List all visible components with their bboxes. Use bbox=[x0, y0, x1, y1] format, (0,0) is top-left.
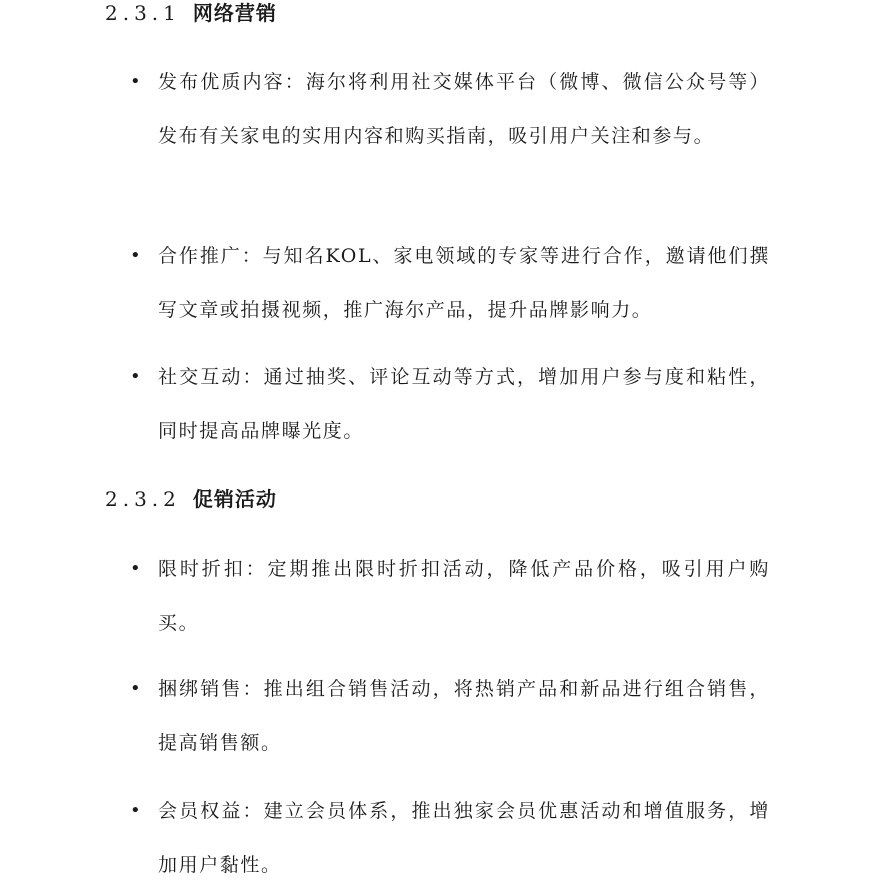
list-item bbox=[130, 229, 770, 337]
section-heading-2-3-2 bbox=[105, 486, 277, 512]
section-title: 促销活动 bbox=[192, 487, 277, 511]
list-item-text: 社交互动：通过抽奖、评论互动等方式，增加用户参与度和粘性，同时提高品牌曝光度。 bbox=[158, 366, 770, 442]
list-item-text: 合作推广：与知名KOL、家电领域的专家等进行合作，邀请他们撰写文章或拍摄视频，推广海尔产品，提升品牌影响力。 bbox=[158, 245, 770, 321]
list-item bbox=[130, 55, 770, 163]
list-item-text: 会员权益：建立会员体系，推出独家会员优惠活动和增值服务，增加用户黏性。 bbox=[158, 800, 770, 876]
bullet-icon: • bbox=[130, 800, 141, 821]
list-item-text: 限时折扣：定期推出限时折扣活动，降低产品价格，吸引用户购买。 bbox=[158, 558, 770, 634]
list-item bbox=[130, 662, 770, 770]
bullet-icon: • bbox=[130, 366, 141, 387]
bullet-icon: • bbox=[130, 245, 141, 266]
section-number: 2.3.1 bbox=[105, 1, 181, 25]
section-heading-2-3-1 bbox=[105, 0, 277, 26]
section-number: 2.3.2 bbox=[105, 487, 181, 511]
list-item-text: 捆绑销售：推出组合销售活动，将热销产品和新品进行组合销售，提高销售额。 bbox=[158, 678, 770, 754]
list-item bbox=[130, 542, 770, 650]
bullet-icon: • bbox=[130, 71, 141, 92]
list-item bbox=[130, 350, 770, 458]
list-item-text: 发布优质内容：海尔将利用社交媒体平台（微博、微信公众号等）发布有关家电的实用内容和购买指南，吸引用户关注和参与。 bbox=[158, 71, 770, 147]
bullet-icon: • bbox=[130, 558, 141, 579]
list-item bbox=[130, 784, 770, 892]
bullet-icon: • bbox=[130, 678, 141, 699]
section-title: 网络营销 bbox=[192, 1, 277, 25]
